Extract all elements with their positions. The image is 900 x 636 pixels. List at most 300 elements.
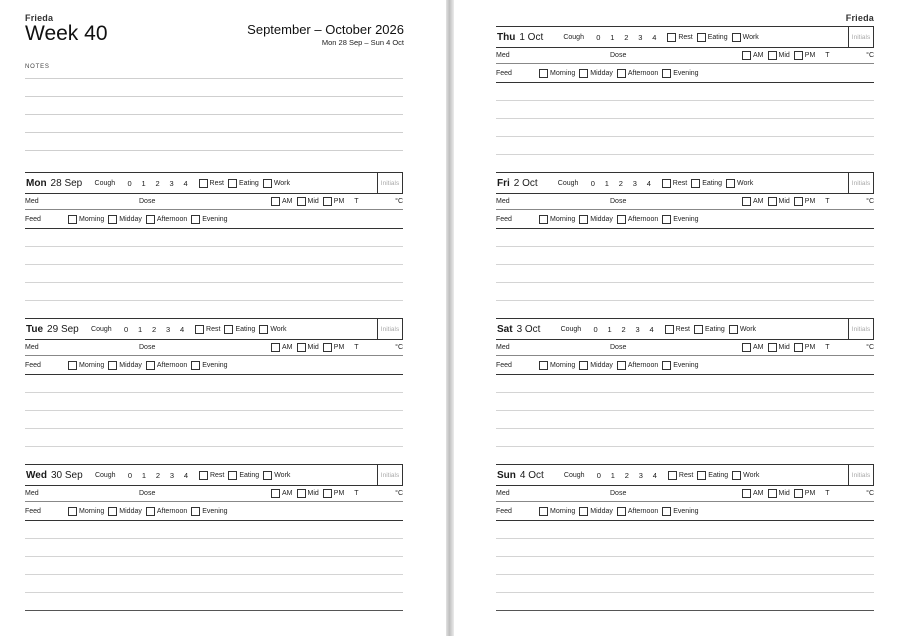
day-date: 1 Oct	[519, 31, 544, 43]
writing-line[interactable]	[25, 410, 403, 411]
dose-label: Dose	[139, 197, 156, 205]
afternoon-checkbox[interactable]	[617, 361, 626, 370]
eating-checkbox[interactable]	[691, 179, 700, 188]
writing-line[interactable]	[496, 428, 874, 429]
work-checkbox[interactable]	[263, 471, 272, 480]
pm-checkbox[interactable]	[794, 51, 803, 60]
morning-option[interactable]	[539, 361, 575, 370]
rest-option[interactable]	[199, 179, 224, 188]
feed-row	[496, 210, 874, 229]
eating-option[interactable]	[697, 33, 728, 42]
notes-line[interactable]	[25, 114, 403, 115]
feed-label: Feed	[496, 361, 512, 369]
temperature-label: T	[354, 343, 359, 351]
evening-label: Evening	[202, 507, 228, 515]
rest-checkbox[interactable]	[195, 325, 204, 334]
mid-option[interactable]	[768, 343, 790, 352]
feed-label: Feed	[496, 507, 512, 515]
cough-score-1[interactable]: 1	[141, 178, 146, 188]
mid-checkbox[interactable]	[297, 489, 306, 498]
am-checkbox[interactable]	[742, 489, 751, 498]
writing-line[interactable]	[25, 282, 403, 283]
writing-line[interactable]	[496, 264, 874, 265]
writing-line[interactable]	[496, 118, 874, 119]
rest-label: Rest	[206, 325, 221, 333]
initials-box[interactable]: Initials	[848, 27, 874, 47]
date-range: Mon 28 Sep – Sun 4 Oct	[321, 38, 404, 47]
evening-option[interactable]	[191, 215, 227, 224]
rest-checkbox[interactable]	[199, 471, 208, 480]
cough-score-3[interactable]: 3	[638, 32, 643, 42]
am-label: AM	[753, 489, 764, 497]
morning-label: Morning	[550, 69, 576, 77]
dose-label: Dose	[610, 51, 627, 59]
morning-checkbox[interactable]	[539, 507, 548, 516]
morning-option[interactable]	[539, 507, 575, 516]
feed-label: Feed	[496, 69, 512, 77]
mid-option[interactable]	[768, 489, 790, 498]
midday-label: Midday	[119, 361, 142, 369]
day-header-row	[496, 26, 874, 48]
cough-score-0[interactable]: 0	[123, 324, 129, 334]
am-option[interactable]	[271, 489, 293, 498]
pm-label: PM	[804, 197, 816, 205]
rest-option[interactable]	[199, 471, 224, 480]
mid-option[interactable]	[768, 197, 790, 206]
writing-line[interactable]	[496, 246, 874, 247]
pm-checkbox[interactable]	[794, 489, 803, 498]
celsius-unit: °C	[395, 197, 403, 205]
afternoon-label: Afternoon	[627, 507, 659, 515]
cough-score-3[interactable]: 3	[632, 178, 637, 188]
morning-label: Morning	[550, 215, 576, 223]
med-label: Med	[496, 197, 510, 205]
temperature-label: T	[354, 489, 359, 497]
eating-label: Eating	[708, 471, 729, 479]
cough-score-0[interactable]: 0	[590, 178, 595, 188]
writing-line[interactable]	[25, 592, 403, 593]
evening-label: Evening	[202, 361, 228, 369]
pm-checkbox[interactable]	[323, 489, 332, 498]
afternoon-checkbox[interactable]	[146, 361, 155, 370]
work-label: Work	[743, 471, 760, 479]
afternoon-checkbox[interactable]	[146, 507, 155, 516]
work-label: Work	[273, 179, 291, 187]
work-checkbox[interactable]	[726, 179, 735, 188]
work-checkbox[interactable]	[732, 33, 741, 42]
am-checkbox[interactable]	[271, 197, 280, 206]
writing-line[interactable]	[496, 574, 874, 575]
work-label: Work	[274, 471, 291, 479]
midday-label: Midday	[590, 215, 613, 223]
rest-checkbox[interactable]	[662, 179, 671, 188]
evening-label: Evening	[673, 361, 699, 369]
work-option[interactable]	[732, 33, 759, 42]
work-checkbox[interactable]	[729, 325, 738, 334]
eating-option[interactable]	[694, 325, 725, 334]
midday-label: Midday	[590, 507, 613, 515]
pm-option[interactable]	[323, 343, 345, 352]
owner-name-right: Frieda	[845, 13, 874, 23]
am-option[interactable]	[271, 343, 293, 352]
day-name: Tue	[26, 323, 44, 335]
pm-label: PM	[333, 343, 345, 351]
med-row	[496, 339, 874, 356]
am-label: AM	[282, 489, 293, 497]
evening-checkbox[interactable]	[191, 215, 200, 224]
rest-checkbox[interactable]	[665, 325, 674, 334]
mid-checkbox[interactable]	[297, 343, 306, 352]
morning-option[interactable]	[539, 69, 575, 78]
morning-checkbox[interactable]	[68, 215, 77, 224]
work-option[interactable]	[263, 471, 290, 480]
notes-line[interactable]	[25, 96, 403, 97]
cough-score-3[interactable]: 3	[635, 324, 640, 334]
right-page	[454, 0, 900, 636]
page-gutter	[446, 0, 454, 636]
mid-checkbox[interactable]	[768, 197, 777, 206]
writing-line[interactable]	[496, 136, 874, 137]
cough-score-1[interactable]: 1	[604, 178, 609, 188]
evening-option[interactable]	[662, 361, 698, 370]
eating-option[interactable]	[697, 471, 728, 480]
cough-score-0[interactable]: 0	[596, 470, 601, 480]
cough-score-3[interactable]: 3	[169, 470, 175, 480]
day-block-mon	[25, 172, 403, 318]
writing-line[interactable]	[496, 538, 874, 539]
morning-option[interactable]	[68, 361, 104, 370]
afternoon-option[interactable]	[617, 507, 658, 516]
temperature-label: T	[825, 197, 830, 205]
cough-score-4[interactable]: 4	[652, 470, 657, 480]
evening-option[interactable]	[191, 507, 227, 516]
med-row	[496, 193, 874, 210]
writing-line[interactable]	[496, 556, 874, 557]
midday-checkbox[interactable]	[579, 507, 588, 516]
midday-option[interactable]	[579, 507, 613, 516]
cough-score-0[interactable]: 0	[596, 32, 601, 42]
writing-line[interactable]	[25, 446, 403, 447]
eating-checkbox[interactable]	[697, 471, 706, 480]
initials-box[interactable]: Initials	[848, 465, 874, 485]
celsius-unit: °C	[866, 489, 874, 497]
pm-option[interactable]	[794, 197, 816, 206]
am-option[interactable]	[742, 489, 764, 498]
mid-option[interactable]	[768, 51, 790, 60]
afternoon-checkbox[interactable]	[617, 507, 626, 516]
cough-score-4[interactable]: 4	[183, 178, 188, 188]
notes-line[interactable]	[25, 150, 403, 151]
feed-row	[496, 64, 874, 83]
afternoon-label: Afternoon	[627, 69, 659, 77]
am-option[interactable]	[271, 197, 293, 206]
mid-option[interactable]	[297, 197, 319, 206]
day-block-thu	[496, 26, 874, 172]
rest-label: Rest	[678, 33, 693, 41]
work-checkbox[interactable]	[263, 179, 272, 188]
morning-checkbox[interactable]	[68, 361, 77, 370]
week-title: Week 40	[25, 22, 108, 45]
rest-checkbox[interactable]	[667, 33, 676, 42]
pm-label: PM	[804, 489, 816, 497]
morning-option[interactable]	[68, 507, 104, 516]
cough-score-1[interactable]: 1	[610, 470, 615, 480]
morning-checkbox[interactable]	[68, 507, 77, 516]
mid-checkbox[interactable]	[297, 197, 306, 206]
writing-line[interactable]	[496, 282, 874, 283]
am-checkbox[interactable]	[742, 51, 751, 60]
midday-checkbox[interactable]	[108, 361, 117, 370]
pm-checkbox[interactable]	[323, 197, 332, 206]
writing-line[interactable]	[496, 392, 874, 393]
day-date: 2 Oct	[513, 177, 538, 189]
evening-option[interactable]	[662, 507, 698, 516]
am-checkbox[interactable]	[271, 489, 280, 498]
eating-checkbox[interactable]	[694, 325, 703, 334]
work-option[interactable]	[726, 179, 753, 188]
morning-option[interactable]	[68, 215, 104, 224]
eating-checkbox[interactable]	[697, 33, 706, 42]
feed-row	[25, 356, 403, 375]
cough-score-0[interactable]: 0	[127, 470, 133, 480]
initials-box[interactable]: Initials	[848, 319, 874, 339]
owner-name: Frieda	[25, 13, 54, 23]
pm-option[interactable]	[794, 489, 816, 498]
rest-label: Rest	[675, 325, 690, 333]
notes-line[interactable]	[25, 78, 403, 79]
evening-checkbox[interactable]	[191, 507, 200, 516]
morning-checkbox[interactable]	[539, 215, 548, 224]
evening-checkbox[interactable]	[662, 507, 671, 516]
cough-score-0[interactable]: 0	[593, 324, 598, 334]
writing-line[interactable]	[25, 300, 403, 301]
med-row	[25, 193, 403, 210]
writing-line[interactable]	[25, 246, 403, 247]
cough-score-2[interactable]: 2	[618, 178, 623, 188]
day-name: Sat	[497, 323, 513, 335]
rest-checkbox[interactable]	[668, 471, 677, 480]
writing-line[interactable]	[496, 100, 874, 101]
afternoon-option[interactable]	[146, 507, 187, 516]
writing-line[interactable]	[25, 392, 403, 393]
evening-option[interactable]	[191, 361, 227, 370]
work-label: Work	[270, 325, 287, 333]
midday-checkbox[interactable]	[108, 507, 117, 516]
celsius-unit: °C	[395, 489, 403, 497]
morning-checkbox[interactable]	[539, 361, 548, 370]
cough-score-4[interactable]: 4	[652, 32, 657, 42]
day-block-fri	[496, 172, 874, 318]
morning-label: Morning	[79, 215, 105, 223]
pm-checkbox[interactable]	[794, 343, 803, 352]
day-date: 29 Sep	[47, 323, 79, 335]
cough-score-3[interactable]: 3	[638, 470, 643, 480]
work-checkbox[interactable]	[732, 471, 741, 480]
work-option[interactable]	[732, 471, 759, 480]
evening-checkbox[interactable]	[662, 361, 671, 370]
day-header-row	[496, 318, 874, 340]
work-option[interactable]	[263, 179, 290, 188]
rest-checkbox[interactable]	[199, 179, 208, 188]
cough-score-2[interactable]: 2	[624, 32, 629, 42]
eating-label: Eating	[235, 325, 256, 333]
dose-label: Dose	[610, 197, 627, 205]
writing-line[interactable]	[496, 410, 874, 411]
midday-option[interactable]	[108, 215, 142, 224]
cough-score-2[interactable]: 2	[155, 178, 160, 188]
cough-score-4[interactable]: 4	[183, 470, 189, 480]
cough-score-0[interactable]: 0	[127, 178, 132, 188]
evening-option[interactable]	[662, 69, 698, 78]
day-header-row	[25, 318, 403, 340]
afternoon-option[interactable]	[617, 69, 658, 78]
med-label: Med	[25, 197, 39, 205]
am-checkbox[interactable]	[271, 343, 280, 352]
temperature-label: T	[354, 197, 359, 205]
evening-option[interactable]	[662, 215, 698, 224]
work-checkbox[interactable]	[259, 325, 268, 334]
rest-option[interactable]	[662, 179, 687, 188]
work-option[interactable]	[259, 325, 286, 334]
mid-label: Mid	[307, 197, 319, 205]
am-option[interactable]	[742, 197, 764, 206]
midday-option[interactable]	[108, 507, 142, 516]
afternoon-label: Afternoon	[156, 507, 188, 515]
eating-option[interactable]	[224, 325, 255, 334]
feed-row	[496, 502, 874, 521]
rest-option[interactable]	[195, 325, 220, 334]
eating-option[interactable]	[228, 179, 259, 188]
midday-checkbox[interactable]	[579, 215, 588, 224]
notes-label: NOTES	[25, 64, 50, 70]
eating-checkbox[interactable]	[228, 471, 237, 480]
afternoon-option[interactable]	[146, 361, 187, 370]
cough-score-2[interactable]: 2	[151, 324, 157, 334]
afternoon-checkbox[interactable]	[146, 215, 155, 224]
notes-line[interactable]	[25, 132, 403, 133]
eating-option[interactable]	[691, 179, 722, 188]
rest-option[interactable]	[668, 471, 693, 480]
mid-option[interactable]	[297, 489, 319, 498]
writing-line[interactable]	[25, 574, 403, 575]
cough-score-4[interactable]: 4	[649, 324, 654, 334]
evening-checkbox[interactable]	[191, 361, 200, 370]
mid-checkbox[interactable]	[768, 51, 777, 60]
initials-box[interactable]: Initials	[848, 173, 874, 193]
am-option[interactable]	[742, 343, 764, 352]
midday-option[interactable]	[579, 69, 613, 78]
mid-option[interactable]	[297, 343, 319, 352]
temperature-label: T	[825, 489, 830, 497]
rest-option[interactable]	[667, 33, 692, 42]
cough-score-3[interactable]: 3	[165, 324, 171, 334]
cough-score-4[interactable]: 4	[646, 178, 651, 188]
pm-option[interactable]	[323, 489, 345, 498]
writing-line[interactable]	[496, 446, 874, 447]
cough-score-2[interactable]: 2	[155, 470, 161, 480]
cough-label: Cough	[563, 471, 585, 479]
writing-line[interactable]	[25, 538, 403, 539]
day-block-wed	[25, 464, 403, 610]
cough-score-4[interactable]: 4	[179, 324, 185, 334]
work-label: Work	[737, 179, 754, 187]
initials-box[interactable]: Initials	[377, 173, 403, 193]
mid-checkbox[interactable]	[768, 489, 777, 498]
day-block-sat	[496, 318, 874, 464]
pm-checkbox[interactable]	[794, 197, 803, 206]
bottom-rule	[496, 610, 874, 611]
midday-option[interactable]	[579, 215, 613, 224]
writing-line[interactable]	[496, 592, 874, 593]
cough-score-2[interactable]: 2	[624, 470, 629, 480]
midday-option[interactable]	[108, 361, 142, 370]
celsius-unit: °C	[866, 197, 874, 205]
eating-label: Eating	[702, 179, 723, 187]
cough-score-1[interactable]: 1	[607, 324, 612, 334]
writing-line[interactable]	[496, 300, 874, 301]
writing-line[interactable]	[25, 264, 403, 265]
evening-label: Evening	[673, 69, 699, 77]
pm-label: PM	[804, 343, 816, 351]
am-checkbox[interactable]	[742, 343, 751, 352]
rest-option[interactable]	[665, 325, 690, 334]
morning-checkbox[interactable]	[539, 69, 548, 78]
afternoon-option[interactable]	[146, 215, 187, 224]
day-name: Sun	[497, 469, 516, 481]
month-range: September – October 2026	[247, 22, 404, 37]
pm-checkbox[interactable]	[323, 343, 332, 352]
cough-score-3[interactable]: 3	[169, 178, 174, 188]
writing-line[interactable]	[25, 428, 403, 429]
midday-option[interactable]	[579, 361, 613, 370]
med-row	[25, 485, 403, 502]
morning-option[interactable]	[539, 215, 575, 224]
afternoon-checkbox[interactable]	[617, 215, 626, 224]
midday-checkbox[interactable]	[579, 69, 588, 78]
pm-option[interactable]	[794, 343, 816, 352]
pm-option[interactable]	[323, 197, 345, 206]
day-date: 30 Sep	[50, 469, 83, 481]
work-option[interactable]	[729, 325, 756, 334]
am-option[interactable]	[742, 51, 764, 60]
evening-checkbox[interactable]	[662, 69, 671, 78]
afternoon-option[interactable]	[617, 361, 658, 370]
midday-checkbox[interactable]	[108, 215, 117, 224]
afternoon-option[interactable]	[617, 215, 658, 224]
writing-line[interactable]	[496, 154, 874, 155]
cough-score-1[interactable]: 1	[610, 32, 615, 42]
am-checkbox[interactable]	[742, 197, 751, 206]
eating-option[interactable]	[228, 471, 259, 480]
eating-checkbox[interactable]	[228, 179, 237, 188]
celsius-unit: °C	[866, 343, 874, 351]
pm-option[interactable]	[794, 51, 816, 60]
initials-box[interactable]: Initials	[377, 319, 403, 339]
afternoon-label: Afternoon	[156, 215, 188, 223]
am-label: AM	[753, 197, 764, 205]
afternoon-checkbox[interactable]	[617, 69, 626, 78]
writing-line[interactable]	[25, 556, 403, 557]
initials-box[interactable]: Initials	[377, 465, 403, 485]
midday-checkbox[interactable]	[579, 361, 588, 370]
cough-score-1[interactable]: 1	[137, 324, 143, 334]
cough-score-1[interactable]: 1	[141, 470, 147, 480]
evening-label: Evening	[202, 215, 228, 223]
eating-checkbox[interactable]	[224, 325, 233, 334]
evening-checkbox[interactable]	[662, 215, 671, 224]
mid-checkbox[interactable]	[768, 343, 777, 352]
cough-score-2[interactable]: 2	[621, 324, 626, 334]
